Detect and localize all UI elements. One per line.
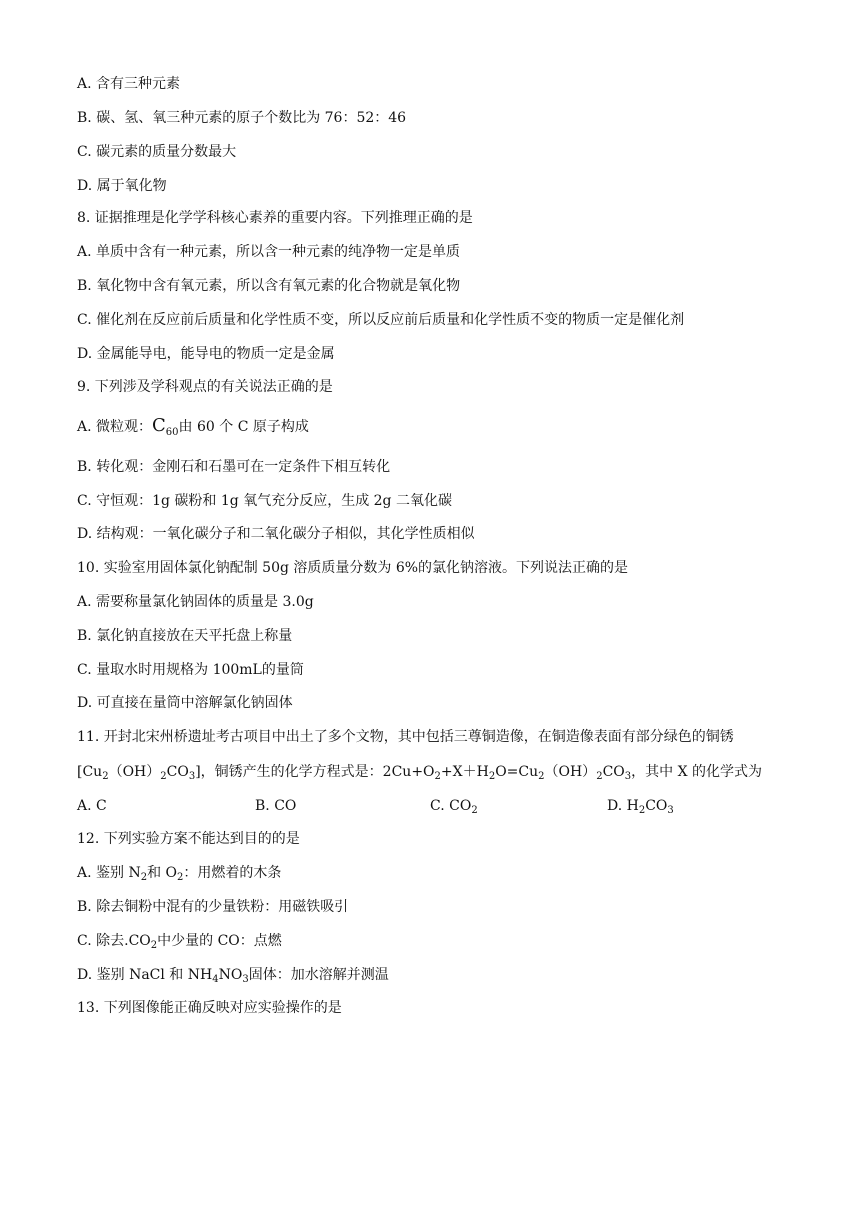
question-12: 12. 下列实验方案不能达到目的的是 xyxy=(77,831,300,847)
q12c-text: C. 除去.CO xyxy=(77,933,151,949)
q11-text: CO xyxy=(166,764,189,780)
q8-option-d: D. 金属能导电，能导电的物质一定是金属 xyxy=(77,346,335,362)
q12c-text: 中少量的 CO：点燃 xyxy=(157,933,282,949)
q11c-sub: 2 xyxy=(471,805,478,816)
q12a-text: A. 鉴别 N xyxy=(77,865,141,881)
q12a-text: 和 O xyxy=(147,865,178,881)
q11d-text: CO xyxy=(645,798,668,814)
q12d-text: 固体：加水溶解并测温 xyxy=(248,967,389,983)
question-10: 10. 实验室用固体氯化钠配制 50g 溶质质量分数为 6%的氯化钠溶液。下列说法正确的是 xyxy=(77,560,629,576)
q11-sub: 2 xyxy=(102,771,109,782)
q11d-sub: 3 xyxy=(667,805,674,816)
q11-sub: 2 xyxy=(538,771,545,782)
q11-sub: 2 xyxy=(160,771,167,782)
q11-option-c xyxy=(430,796,478,816)
q12d-sub: 3 xyxy=(242,974,249,985)
q10-option-b: B. 氯化钠直接放在天平托盘上称量 xyxy=(77,628,293,644)
q11-text: O=Cu xyxy=(495,764,539,780)
q7-option-b: B. 碳、氢、氧三种元素的原子个数比为 76：52：46 xyxy=(77,110,407,126)
c60-formula xyxy=(152,415,179,436)
c60-subscript: 60 xyxy=(165,427,179,438)
q10-option-a: A. 需要称量氯化钠固体的质量是 3.0g xyxy=(77,594,314,610)
q11-option-d xyxy=(607,796,674,816)
q11-sub: 2 xyxy=(596,771,603,782)
q9a-prefix: A. 微粒观： xyxy=(77,419,153,435)
q12d-text: NO xyxy=(218,967,243,983)
q11-text: ]，铜锈产生的化学方程式是：2Cu+O xyxy=(195,764,435,780)
q11d-text: D. H xyxy=(607,798,639,814)
q11d-sub: 2 xyxy=(638,805,646,816)
q11-text: ，其中 X 的化学式为 xyxy=(631,764,763,780)
q11-option-a: A. C xyxy=(77,798,107,814)
q11-sub: 3 xyxy=(188,771,196,782)
q12-option-b: B. 除去铜粉中混有的少量铁粉：用磁铁吸引 xyxy=(77,899,349,915)
q8-option-a: A. 单质中含有一种元素，所以含一种元素的纯净物一定是单质 xyxy=(77,244,461,260)
q12a-text: ：用燃着的木条 xyxy=(183,865,282,881)
c60-symbol: C xyxy=(152,415,166,436)
question-13: 13. 下列图像能正确反映对应实验操作的是 xyxy=(77,1000,342,1016)
q12a-sub: 2 xyxy=(177,872,184,883)
q11-sub: 3 xyxy=(624,771,632,782)
q12-option-c xyxy=(77,931,282,951)
question-9: 9. 下列涉及学科观点的有关说法正确的是 xyxy=(77,379,333,395)
q9a-suffix: 由 60 个 C 原子构成 xyxy=(178,419,309,435)
q11-text: +X＋H xyxy=(440,764,489,780)
q11c-text: C. CO xyxy=(430,798,472,814)
q7-option-c: C. 碳元素的质量分数最大 xyxy=(77,144,237,160)
q11-text: CO xyxy=(602,764,625,780)
q12a-sub: 2 xyxy=(140,872,148,883)
q12c-sub: 2 xyxy=(150,940,158,951)
q11-sub: 2 xyxy=(434,771,441,782)
q9-option-b: B. 转化观：金刚石和石墨可在一定条件下相互转化 xyxy=(77,459,391,475)
question-8: 8. 证据推理是化学学科核心素养的重要内容。下列推理正确的是 xyxy=(77,210,473,226)
q12-option-d xyxy=(77,965,389,985)
q7-option-a: A. 含有三种元素 xyxy=(77,76,181,92)
q10-option-c: C. 量取水时用规格为 100mL的量筒 xyxy=(77,662,304,678)
q12d-sub: 4 xyxy=(212,974,219,985)
q11-text: （OH） xyxy=(108,764,161,780)
q12d-text: D. 鉴别 NaCl 和 NH xyxy=(77,967,213,983)
q10-option-d: D. 可直接在量筒中溶解氯化钠固体 xyxy=(77,695,293,711)
q9-option-c: C. 守恒观：1g 碳粉和 1g 氧气充分反应，生成 2g 二氧化碳 xyxy=(77,493,452,509)
q9-option-d: D. 结构观：一氧化碳分子和二氧化碳分子相似，其化学性质相似 xyxy=(77,526,475,542)
question-11: 11. 开封北宋州桥遗址考古项目中出土了多个文物，其中包括三尊铜造像，在铜造像表面有部分绿色的铜锈 xyxy=(77,729,734,745)
q11-sub: 2 xyxy=(488,771,496,782)
q7-option-d: D. 属于氧化物 xyxy=(77,178,167,194)
q9-option-a xyxy=(77,416,309,437)
question-11-line-2 xyxy=(77,762,762,782)
q8-option-b: B. 氧化物中含有氧元素，所以含有氧元素的化合物就是氧化物 xyxy=(77,278,461,294)
q8-option-c: C. 催化剂在反应前后质量和化学性质不变，所以反应前后质量和化学性质不变的物质一定是催化剂 xyxy=(77,312,685,328)
q11-option-b: B. CO xyxy=(255,798,297,814)
q11-text: [Cu xyxy=(77,764,103,780)
q11-text: （OH） xyxy=(544,764,597,780)
q12-option-a xyxy=(77,863,281,883)
